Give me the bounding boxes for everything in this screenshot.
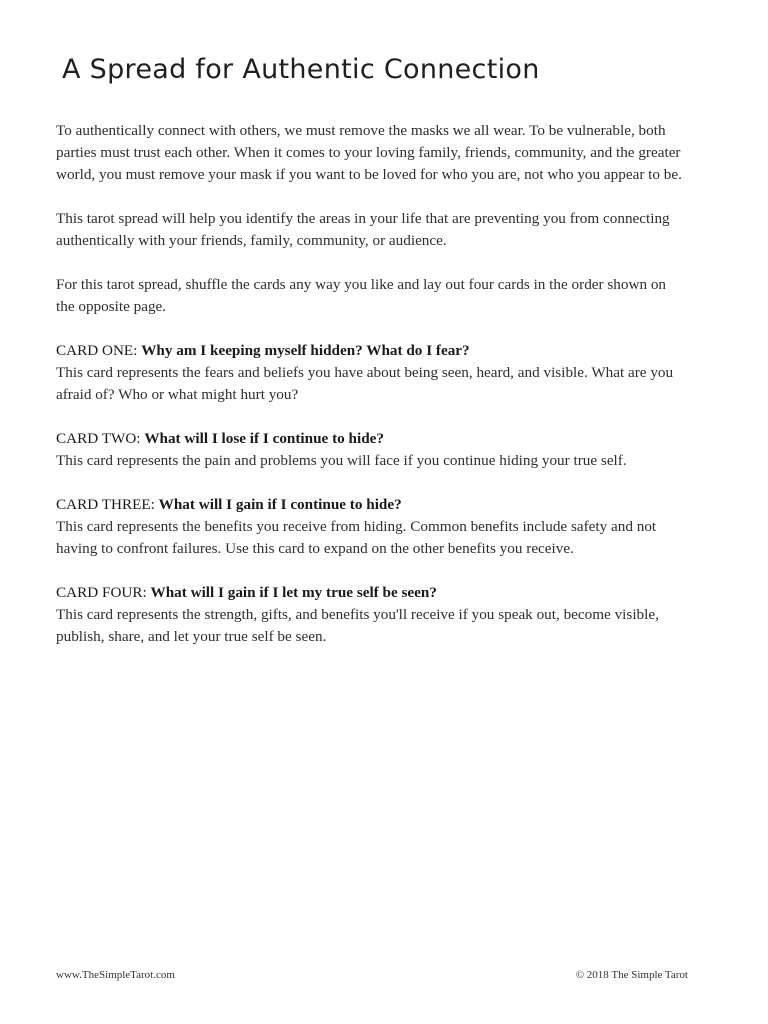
card-label: CARD TWO: xyxy=(56,430,141,447)
intro-paragraph: For this tarot spread, shuffle the cards any way you like and lay out four cards in the order shown on the opposite page. xyxy=(56,276,667,315)
card-label: CARD FOUR: xyxy=(56,584,147,601)
card-section xyxy=(56,582,686,648)
intro-paragraph: To authentically connect with others, we must remove the masks we all wear. To be vulnerable, both parties must trust each other. When it comes to your loving family, friends, community, and the greater world, you must remove your mask if you want to be loved for who you are, not who you appear to be. xyxy=(56,122,682,183)
card-label: CARD THREE: xyxy=(56,496,155,513)
intro-paragraph: This tarot spread will help you identify the areas in your life that are preventing you from connecting authentically with your friends, family, community, or audience. xyxy=(56,210,670,249)
page-title: A Spread for Authentic Connection xyxy=(62,54,540,85)
card-heading xyxy=(56,582,686,604)
card-description: This card represents the strength, gifts, and benefits you'll receive if you speak out, become visible, publish, share, and let your true self be seen. xyxy=(56,606,659,645)
card-heading xyxy=(56,428,686,450)
card-label: CARD ONE: xyxy=(56,342,138,359)
card-question: What will I lose if I continue to hide? xyxy=(144,430,384,447)
page-content xyxy=(56,120,686,648)
footer-website: www.TheSimpleTarot.com xyxy=(56,969,175,981)
card-heading xyxy=(56,340,686,362)
card-section xyxy=(56,340,686,406)
card-description: This card represents the benefits you receive from hiding. Common benefits include safety and not having to confront failures. Use this card to expand on the other benefits you receive. xyxy=(56,518,657,557)
card-heading xyxy=(56,494,686,516)
card-section xyxy=(56,428,686,472)
card-description: This card represents the pain and problems you will face if you continue hiding your true self. xyxy=(56,452,627,469)
card-question: What will I gain if I continue to hide? xyxy=(158,496,402,513)
card-question: What will I gain if I let my true self be seen? xyxy=(150,584,437,601)
card-section xyxy=(56,494,686,560)
footer-copyright: © 2018 The Simple Tarot xyxy=(575,969,688,981)
card-question: Why am I keeping myself hidden? What do I fear? xyxy=(141,342,470,359)
card-description: This card represents the fears and beliefs you have about being seen, heard, and visible. What are you afraid of? Who or what might hurt you? xyxy=(56,364,674,403)
